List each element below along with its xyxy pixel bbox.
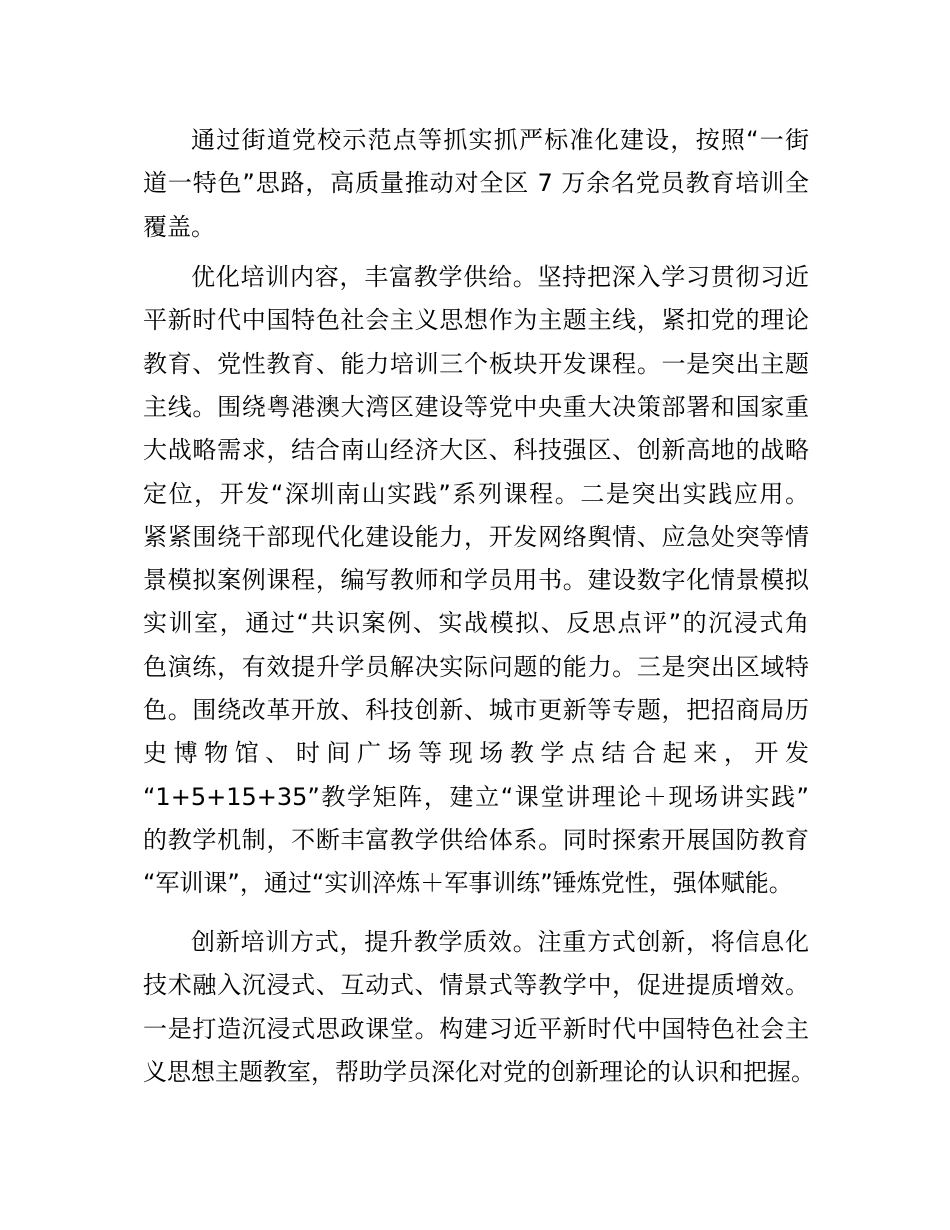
text-line: 色。围绕改革开放、科技创新、城市更新等专题，把招商局历 — [143, 696, 809, 724]
text-line: 技术融入沉浸式、互动式、情景式等教学中，促进提质增效。 — [143, 971, 809, 1000]
text-line: 义思想主题教室，帮助学员深化对党的创新理论的认识和把握。 — [143, 1057, 815, 1086]
text-line: 道一特色”思路，高质量推动对全区 7 万余名党员教育培训全 — [143, 169, 809, 198]
text-line: 的教学机制，不断丰富教学供给体系。同时探索开展国防教育 — [143, 825, 809, 854]
text-line: 一是打造沉浸式思政课堂。构建习近平新时代中国特色社会主 — [143, 1014, 809, 1043]
text-line: 覆盖。 — [143, 212, 215, 241]
text-line: 创新培训方式，提升教学质效。注重方式创新，将信息化 — [191, 928, 809, 956]
text-line: 实训室，通过“共识案例、实战模拟、反思点评”的沉浸式角 — [143, 609, 809, 638]
text-line: 教育、党性教育、能力培训三个板块开发课程。一是突出主题 — [143, 349, 809, 378]
text-line: 史博物馆、时间广场等现场教学点结合起来，开发 — [143, 739, 809, 768]
text-line: 通过街道党校示范点等抓实抓严标准化建设，按照“一街 — [191, 126, 809, 154]
text-line: 大战略需求，结合南山经济大区、科技强区、创新高地的战略 — [143, 436, 809, 465]
text-line: 主线。围绕粤港澳大湾区建设等党中央重大决策部署和国家重 — [143, 392, 809, 421]
text-line: 优化培训内容，丰富教学供给。坚持把深入学习贯彻习近 — [191, 263, 809, 291]
text-line: 定位，开发“深圳南山实践”系列课程。二是突出实践应用。 — [143, 479, 809, 508]
text-line: 紧紧围绕干部现代化建设能力，开发网络舆情、应急处突等情 — [143, 522, 809, 551]
text-line: 色演练，有效提升学员解决实际问题的能力。三是突出区域特 — [143, 652, 809, 681]
text-line: “军训课”，通过“实训淬炼＋军事训练”锤炼党性，强体赋能。 — [143, 869, 793, 898]
text-line: 平新时代中国特色社会主义思想作为主题主线，紧扣党的理论 — [143, 306, 809, 335]
text-line: 景模拟案例课程，编写教师和学员用书。建设数字化情景模拟 — [143, 566, 809, 595]
text-line: “1+5+15+35”教学矩阵，建立“课堂讲理论＋现场讲实践” — [143, 782, 809, 811]
